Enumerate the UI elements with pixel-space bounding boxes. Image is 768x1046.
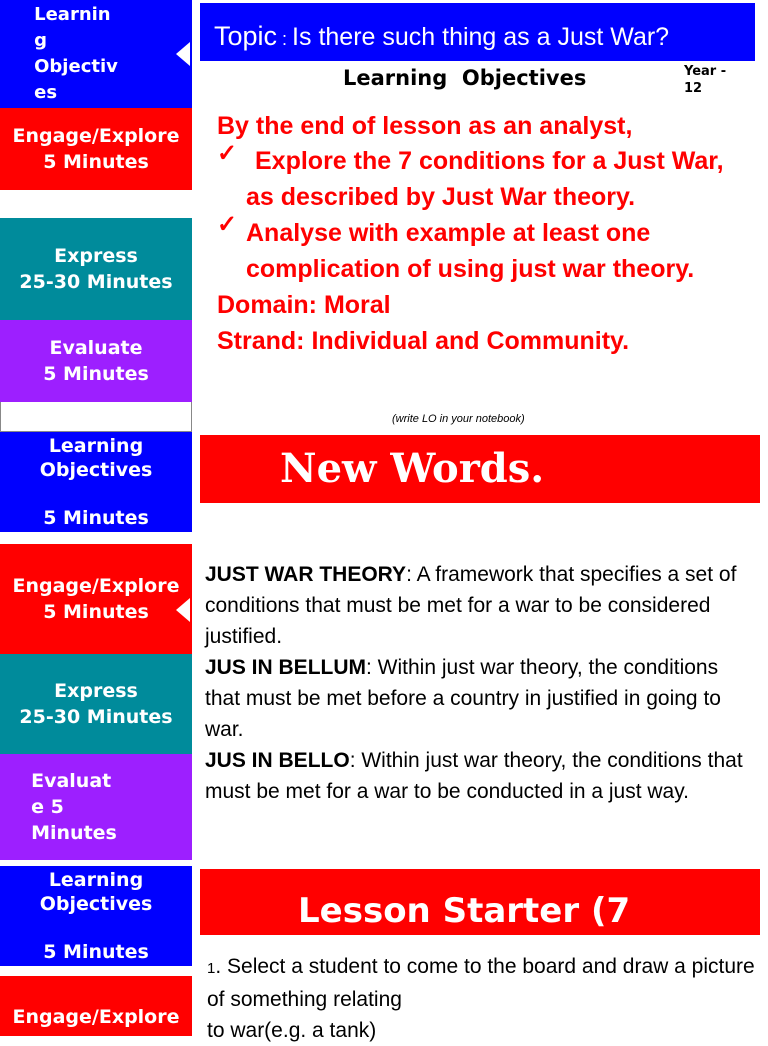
nav-engage-explore[interactable] bbox=[0, 976, 192, 1036]
definition-term: JUST WAR THEORY bbox=[205, 563, 407, 586]
lo-strand: Strand: Individual and Community. bbox=[217, 327, 630, 355]
slide-1 bbox=[0, 0, 768, 432]
nav-label: Engage/Explore 5 Minutes bbox=[12, 575, 180, 623]
lo-line-3: as described by Just War theory. bbox=[246, 183, 636, 211]
nav-learning-objectives[interactable] bbox=[0, 866, 192, 966]
nav-evaluate[interactable] bbox=[0, 320, 192, 402]
nav-label: Express 25-30 Minutes bbox=[19, 245, 173, 293]
new-words-title: New Words. bbox=[280, 445, 545, 492]
nav-label: Engage/Explore bbox=[12, 1006, 180, 1028]
lesson-starter-banner bbox=[200, 869, 760, 935]
lo-line-4: Analyse with example at least one bbox=[246, 219, 651, 247]
starter-item bbox=[207, 951, 759, 1046]
year-label: Year - 12 bbox=[684, 64, 727, 96]
nav-label: Express 25-30 Minutes bbox=[19, 680, 173, 728]
topic-prefix: Topic bbox=[214, 21, 278, 51]
topic-bar bbox=[200, 3, 755, 61]
topic-sep: : bbox=[277, 29, 293, 49]
nav-learning-objectives[interactable] bbox=[0, 0, 192, 108]
definition-text: : A framework that specifies a set of conditions that must be met for a war to be considered justified. bbox=[205, 563, 737, 648]
definition-text: : Within just war theory, the conditions that must be met before a country in justified in going to war. bbox=[205, 656, 721, 741]
starter-item-number: 1 bbox=[207, 960, 216, 977]
nav-label: Engage/Explore 5 Minutes bbox=[12, 125, 180, 173]
check-icon: ✓ bbox=[217, 140, 238, 167]
starter-item-text: . Select a student to come to the board and draw a picture of something relating bbox=[207, 955, 755, 1011]
starter-item-cont: to war(e.g. a tank) bbox=[207, 1019, 377, 1042]
nav-engage-explore[interactable] bbox=[0, 108, 192, 190]
nav-express[interactable] bbox=[0, 654, 192, 754]
lo-line-1: By the end of lesson as an analyst, bbox=[217, 112, 633, 140]
nav-evaluate-tail bbox=[0, 402, 192, 432]
definition-term: JUS IN BELLUM bbox=[205, 656, 367, 679]
notebook-note: (write LO in your notebook) bbox=[392, 413, 525, 425]
definitions bbox=[205, 559, 757, 807]
definition-item bbox=[205, 652, 757, 745]
nav-label: Learning Objectives 5 Minutes bbox=[39, 869, 153, 963]
nav-label: Learnin g Objectiv es bbox=[34, 4, 118, 103]
definition-item bbox=[205, 559, 757, 652]
check-icon: ✓ bbox=[217, 211, 238, 238]
definition-text: : Within just war theory, the conditions that must be met for a war to be conducted in a just way. bbox=[205, 749, 743, 803]
current-section-pointer-icon bbox=[176, 42, 190, 66]
nav-express[interactable] bbox=[0, 218, 192, 320]
current-section-pointer-icon bbox=[176, 598, 190, 622]
slide-2 bbox=[0, 432, 768, 864]
definition-item bbox=[205, 745, 757, 807]
nav-label: Evaluat e 5 Minutes bbox=[31, 770, 117, 844]
nav-evaluate[interactable] bbox=[0, 754, 192, 860]
nav-label: Evaluate 5 Minutes bbox=[43, 337, 149, 385]
lo-domain: Domain: Moral bbox=[217, 291, 391, 319]
lo-line-2: Explore the 7 conditions for a Just War, bbox=[255, 147, 724, 175]
lesson-starter-title: Lesson Starter (7 bbox=[298, 891, 631, 931]
new-words-banner bbox=[200, 435, 760, 503]
nav-label: Learning Objectives 5 Minutes bbox=[39, 435, 153, 529]
lo-line-5: complication of using just war theory. bbox=[246, 255, 695, 283]
definition-term: JUS IN BELLO bbox=[205, 749, 350, 772]
nav-learning-objectives[interactable] bbox=[0, 432, 192, 532]
lo-heading: Learning Objectives bbox=[343, 66, 587, 90]
slide-3 bbox=[0, 864, 768, 1042]
nav-engage-explore[interactable] bbox=[0, 544, 192, 654]
topic-text: Is there such thing as a Just War? bbox=[292, 23, 670, 51]
